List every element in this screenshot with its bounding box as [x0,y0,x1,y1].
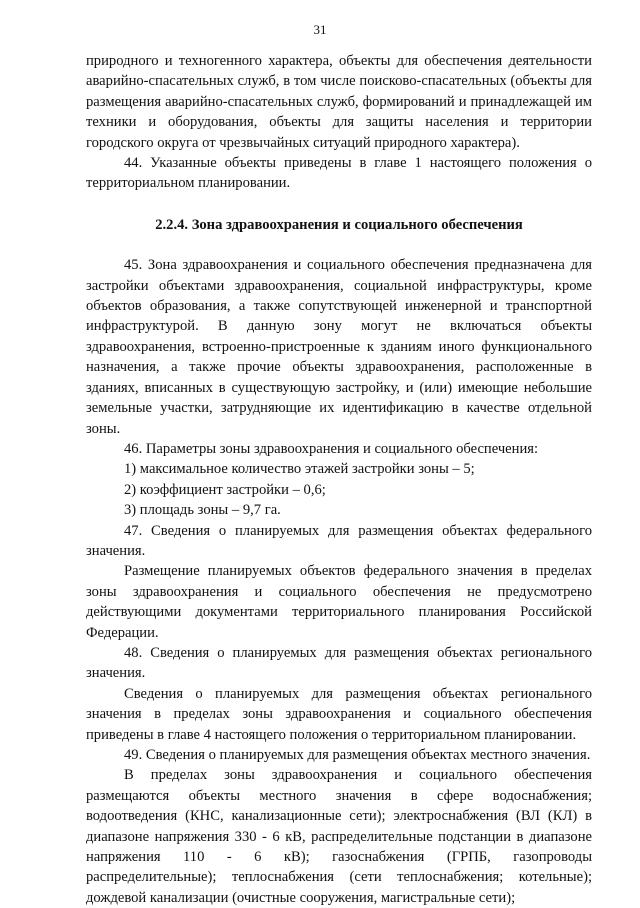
paragraph-49-body: В пределах зоны здравоохранения и социального обеспечения размещаются объекты местного значения в сфере водоснабжения; водоотведения (КНС, канализационные сети); электроснабжения (ВЛ (КЛ) в диапазоне напряжения 330 - 6 кВ, распределительные подстанции в диапазоне напряжения 110 - 6 кВ); газоснабжения (ГРПБ, газопроводы распределительные); теплоснабжения (сети теплоснабжения; котельные); дождевой канализации (очистные сооружения, магистральные сети); [86,767,592,906]
list-item-46-3: 3) площадь зоны – 9,7 га. [124,502,281,519]
paragraph-49: 49. Сведения о планируемых для размещения объектах местного значения. [124,747,591,763]
document-body [86,51,592,908]
paragraph-48-body: Сведения о планируемых для размещения объектах регионального значения в пределах зоны здравоохранения и социального обеспечения приведены в главе 4 настоящего положения о территориальном планировании. [86,685,592,743]
paragraph-47: 47. Сведения о планируемых для размещения объектах федерального значения. [86,522,592,559]
paragraph-46: 46. Параметры зоны здравоохранения и социального обеспечения: [124,440,539,457]
section-heading: 2.2.4. Зона здравоохранения и социального обеспечения [155,216,523,233]
paragraph-44: 44. Указанные объекты приведены в главе 1 настоящего положения о территориальном планировании. [86,155,592,192]
page-number: 31 [313,22,327,37]
paragraph-47-body: Размещение планируемых объектов федерального значения в пределах зоны здравоохранения и социального обеспечения не предусмотрено действующими документами территориального планирования Российской Федерации. [86,563,592,641]
paragraph-continuation: природного и техногенного характера, объекты для обеспечения деятельности аварийно-спасательных служб, в том числе поисково-спасательных (объекты для размещения аварийно-спасательных служб, формирований и принадлежащей им техники и оборудования, объекты для защиты населения и территории городского округа от чрезвычайных ситуаций природного характера). [86,53,592,151]
list-item-46-1: 1) максимальное количество этажей застройки зоны – 5; [124,461,475,478]
list-item-46-2: 2) коэффициент застройки – 0,6; [124,481,326,498]
paragraph-48: 48. Сведения о планируемых для размещения объектах регионального значения. [86,644,592,682]
paragraph-45: 45. Зона здравоохранения и социального обеспечения предназначена для застройки объектами здравоохранения, социальной инфраструктуры, кроме объектов образования, а также сопутствующей инженерной и транспортной инфраструктурой. В данную зону могут не включаться объекты здравоохранения, встроенно-пристроенные к зданиям иного функционального назначения, а также прочие объекты здравоохранения, расположенные в зданиях, вписанных в существующую застройку, и (или) имеющие небольшие земельные участки, затрудняющие их идентификацию в качестве отдельной зоны. [86,257,592,437]
